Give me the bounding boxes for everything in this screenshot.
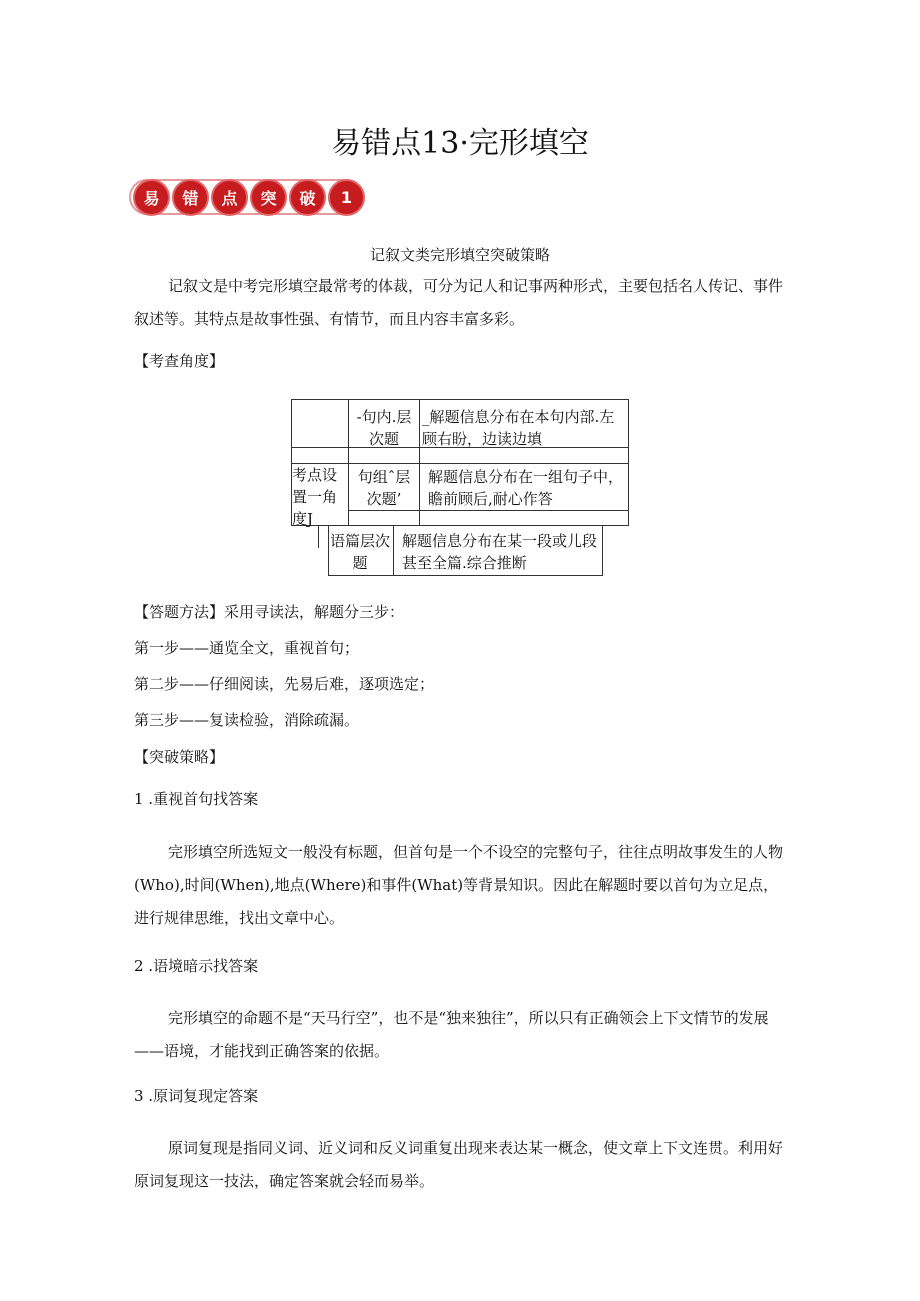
banner-char: 破 [289, 179, 326, 216]
table-row-type: 语篇层次题 [330, 532, 391, 572]
method-step: 第一步——通览全文，重视首句； [134, 639, 360, 657]
banner-char: 错 [172, 179, 209, 216]
exam-angle-table [0, 0, 920, 600]
strategy-title: 2 .语境暗示找答案 [134, 957, 259, 975]
strategy-body: 完形填空的命题不是“天马行空”，也不是“独来独往”，所以只有正确领会上下文情节的发展——语境，才能找到正确答案的依据。 [134, 1009, 769, 1060]
strategy-body: 原词复现是指同义词、近义词和反义词重复出现来表达某一概念，使文章上下文连贯。利用好原词复现这一技法，确定答案就会轻而易举。 [134, 1139, 784, 1190]
banner-char: 点 [211, 179, 248, 216]
banner-char: 易 [133, 179, 170, 216]
page-title: 易错点13·完形填空 [331, 126, 589, 161]
table-left-label: 考点设置一角度J [292, 466, 338, 528]
strategy-title: 1 .重视首句找答案 [134, 790, 259, 808]
section-title: 记叙文类完形填空突破策略 [369, 246, 550, 264]
table-row-desc: 解题信息分布在一组句子中，瞻前顾后,耐心作答 [428, 468, 624, 508]
table-row-type: -句内.层次题 [356, 408, 412, 448]
method-step: 第二步——仔细阅读，先易后难，逐项选定； [134, 675, 435, 693]
table-row-type: 句组ˆ层次题’ [357, 468, 411, 508]
banner-char: 突 [250, 179, 287, 216]
strategy-title: 3 .原词复现定答案 [134, 1087, 259, 1105]
intro-paragraph: 记叙文是中考完形填空最常考的体裁，可分为记人和记事两种形式，主要包括名人传记、事件叙述等。其特点是故事性强、有情节，而且内容丰富多彩。 [134, 277, 784, 328]
banner-char: 1 [328, 179, 365, 216]
method-step: 第三步——复读检验，消除疏漏。 [134, 711, 360, 729]
strategy-heading: 【突破策略】 [134, 748, 225, 766]
strategy-body: 完形填空所选短文一般没有标题，但首句是一个不设空的完整句子，往往点明故事发生的人物(Who),时间(When),地点(Where)和事件(What)等背景知识。因此在解题时要以首句为立足点，进行规律思维，找出文章中心。 [134, 843, 784, 927]
table-row-desc: 解题信息分布在某一段或儿段甚至全篇.综合推断 [402, 532, 598, 572]
method-heading: 【答题方法】采用寻读法，解题分三步： [134, 603, 405, 621]
exam-angle-heading: 【考查角度】 [134, 352, 225, 370]
table-row-desc: _解题信息分布在本句内部.左顾右盼，边读边填 [422, 408, 615, 448]
